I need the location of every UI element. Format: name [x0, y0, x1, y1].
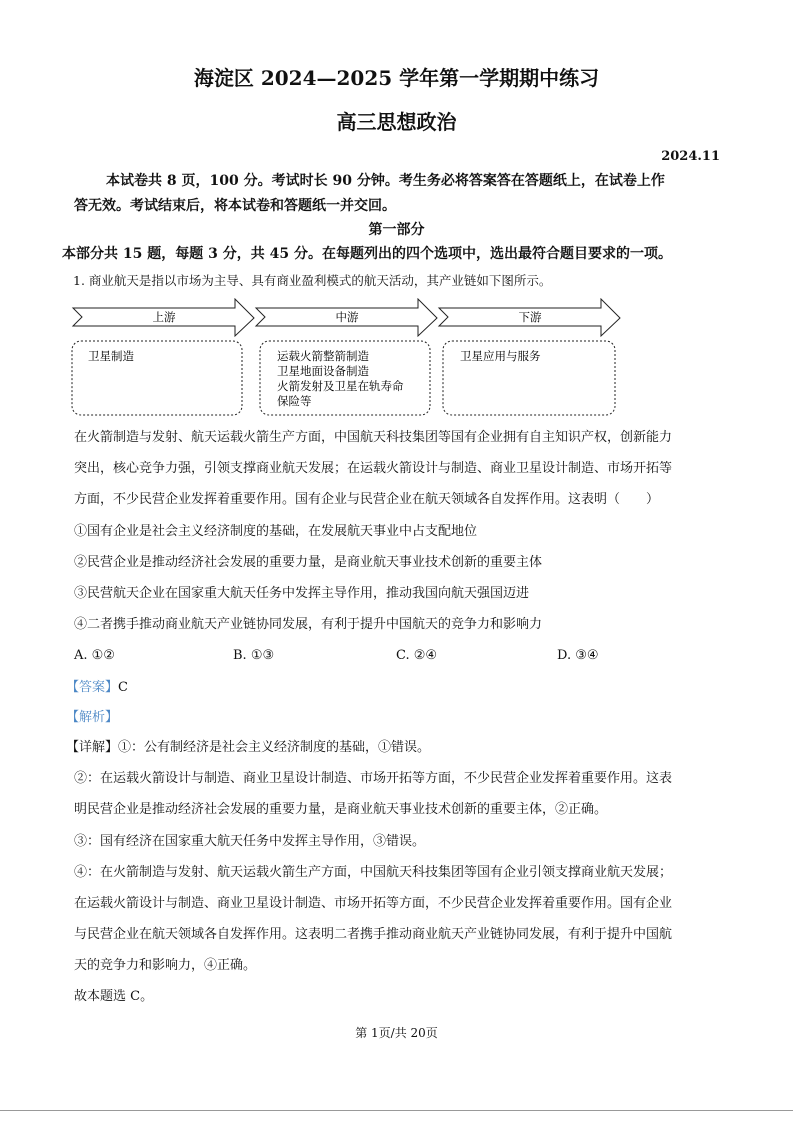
stage-item: 卫星应用与服务	[460, 349, 541, 363]
statement: ②民营企业是推动经济社会发展的重要力量，是商业航天事业技术创新的重要主体	[74, 555, 543, 570]
stage-item: 保险等	[277, 394, 312, 408]
exam-title: 海淀区 2024—2025 学年第一学期期中练习	[193, 66, 600, 90]
intro-line: 本试卷共 8 页，100 分。考试时长 90 分钟。考生务必将答案答在答题纸上，在试卷上作	[106, 173, 665, 189]
detail-line: 天的竞争力和影响力，④正确。	[74, 958, 257, 973]
question-stem: 1. 商业航天是指以市场为主导、具有商业盈利模式的航天活动，其产业链如下图所示。	[73, 273, 552, 288]
detail-line: 与民营企业在航天领域各自发挥作用。这表明二者携手推动商业航天产业链协同发展，有利于提升中国航	[74, 927, 673, 942]
stage-item: 火箭发射及卫星在轨寿命	[277, 379, 404, 393]
material-line: 突出，核心竞争力强，引领支撑商业航天发展；在运载火箭设计与制造、商业卫星设计制造、市场开拓等	[74, 461, 673, 476]
stage-label: 下游	[518, 310, 542, 324]
industry-chain-diagram	[70, 298, 630, 420]
part-instruction: 本部分共 15 题，每题 3 分，共 45 分。在每题列出的四个选项中，选出最符合题目要求的一项。	[62, 246, 672, 262]
stage-item: 卫星地面设备制造	[277, 364, 369, 378]
option-d: D. ③④	[557, 648, 599, 663]
intro-line: 答无效。考试结束后，将本试卷和答题纸一并交回。	[74, 198, 396, 214]
detail-line: 故本题选 C。	[74, 989, 154, 1004]
material-line: 在火箭制造与发射、航天运载火箭生产方面，中国航天科技集团等国有企业拥有自主知识产权，创新能力	[74, 430, 673, 445]
stage-label: 中游	[335, 310, 359, 324]
statement: ③民营航天企业在国家重大航天任务中发挥主导作用，推动我国向航天强国迈进	[74, 586, 530, 601]
answer-label: 【答案】	[66, 680, 119, 695]
exam-subtitle: 高三思想政治	[336, 110, 457, 134]
stage-item: 运载火箭整箭制造	[277, 349, 369, 363]
material-line: 方面，不少民营企业发挥着重要作用。国有企业与民营企业在航天领域各自发挥作用。这表明（ ）	[74, 492, 660, 507]
statement: ①国有企业是社会主义经济制度的基础，在发展航天事业中占支配地位	[74, 524, 478, 539]
option-a: A. ①②	[74, 648, 115, 663]
page-bottom-divider	[0, 1110, 793, 1111]
statement: ④二者携手推动商业航天产业链协同发展，有利于提升中国航天的竞争力和影响力	[74, 617, 543, 632]
answer-value: C	[118, 680, 128, 695]
exam-date: 2024.11	[661, 149, 720, 164]
page-footer: 第 1页/共 20页	[355, 1026, 438, 1040]
detail-line: ③：国有经济在国家重大航天任务中发挥主导作用，③错误。	[74, 834, 426, 849]
stage-item: 卫星制造	[88, 349, 134, 363]
analysis-label: 【解析】	[66, 710, 119, 725]
option-b: B. ①③	[233, 648, 275, 663]
detail-line: 在运载火箭设计与制造、商业卫星设计制造、市场开拓等方面，不少民营企业发挥着重要作用。国有企业	[74, 896, 673, 911]
detail-line: 【详解】①：公有制经济是社会主义经济制度的基础，①错误。	[66, 740, 431, 755]
option-c: C. ②④	[396, 648, 438, 663]
stage-label: 上游	[152, 310, 176, 324]
detail-line: 明民营企业是推动经济社会发展的重要力量，是商业航天事业技术创新的重要主体，②正确。	[74, 802, 608, 817]
detail-line: ②：在运载火箭设计与制造、商业卫星设计制造、市场开拓等方面，不少民营企业发挥着重要作用。这表	[74, 771, 673, 786]
answer-line	[66, 680, 128, 696]
detail-line: ④：在火箭制造与发射、航天运载火箭生产方面，中国航天科技集团等国有企业引领支撑商业航天发展；	[74, 865, 673, 880]
part-title: 第一部分	[368, 222, 425, 238]
